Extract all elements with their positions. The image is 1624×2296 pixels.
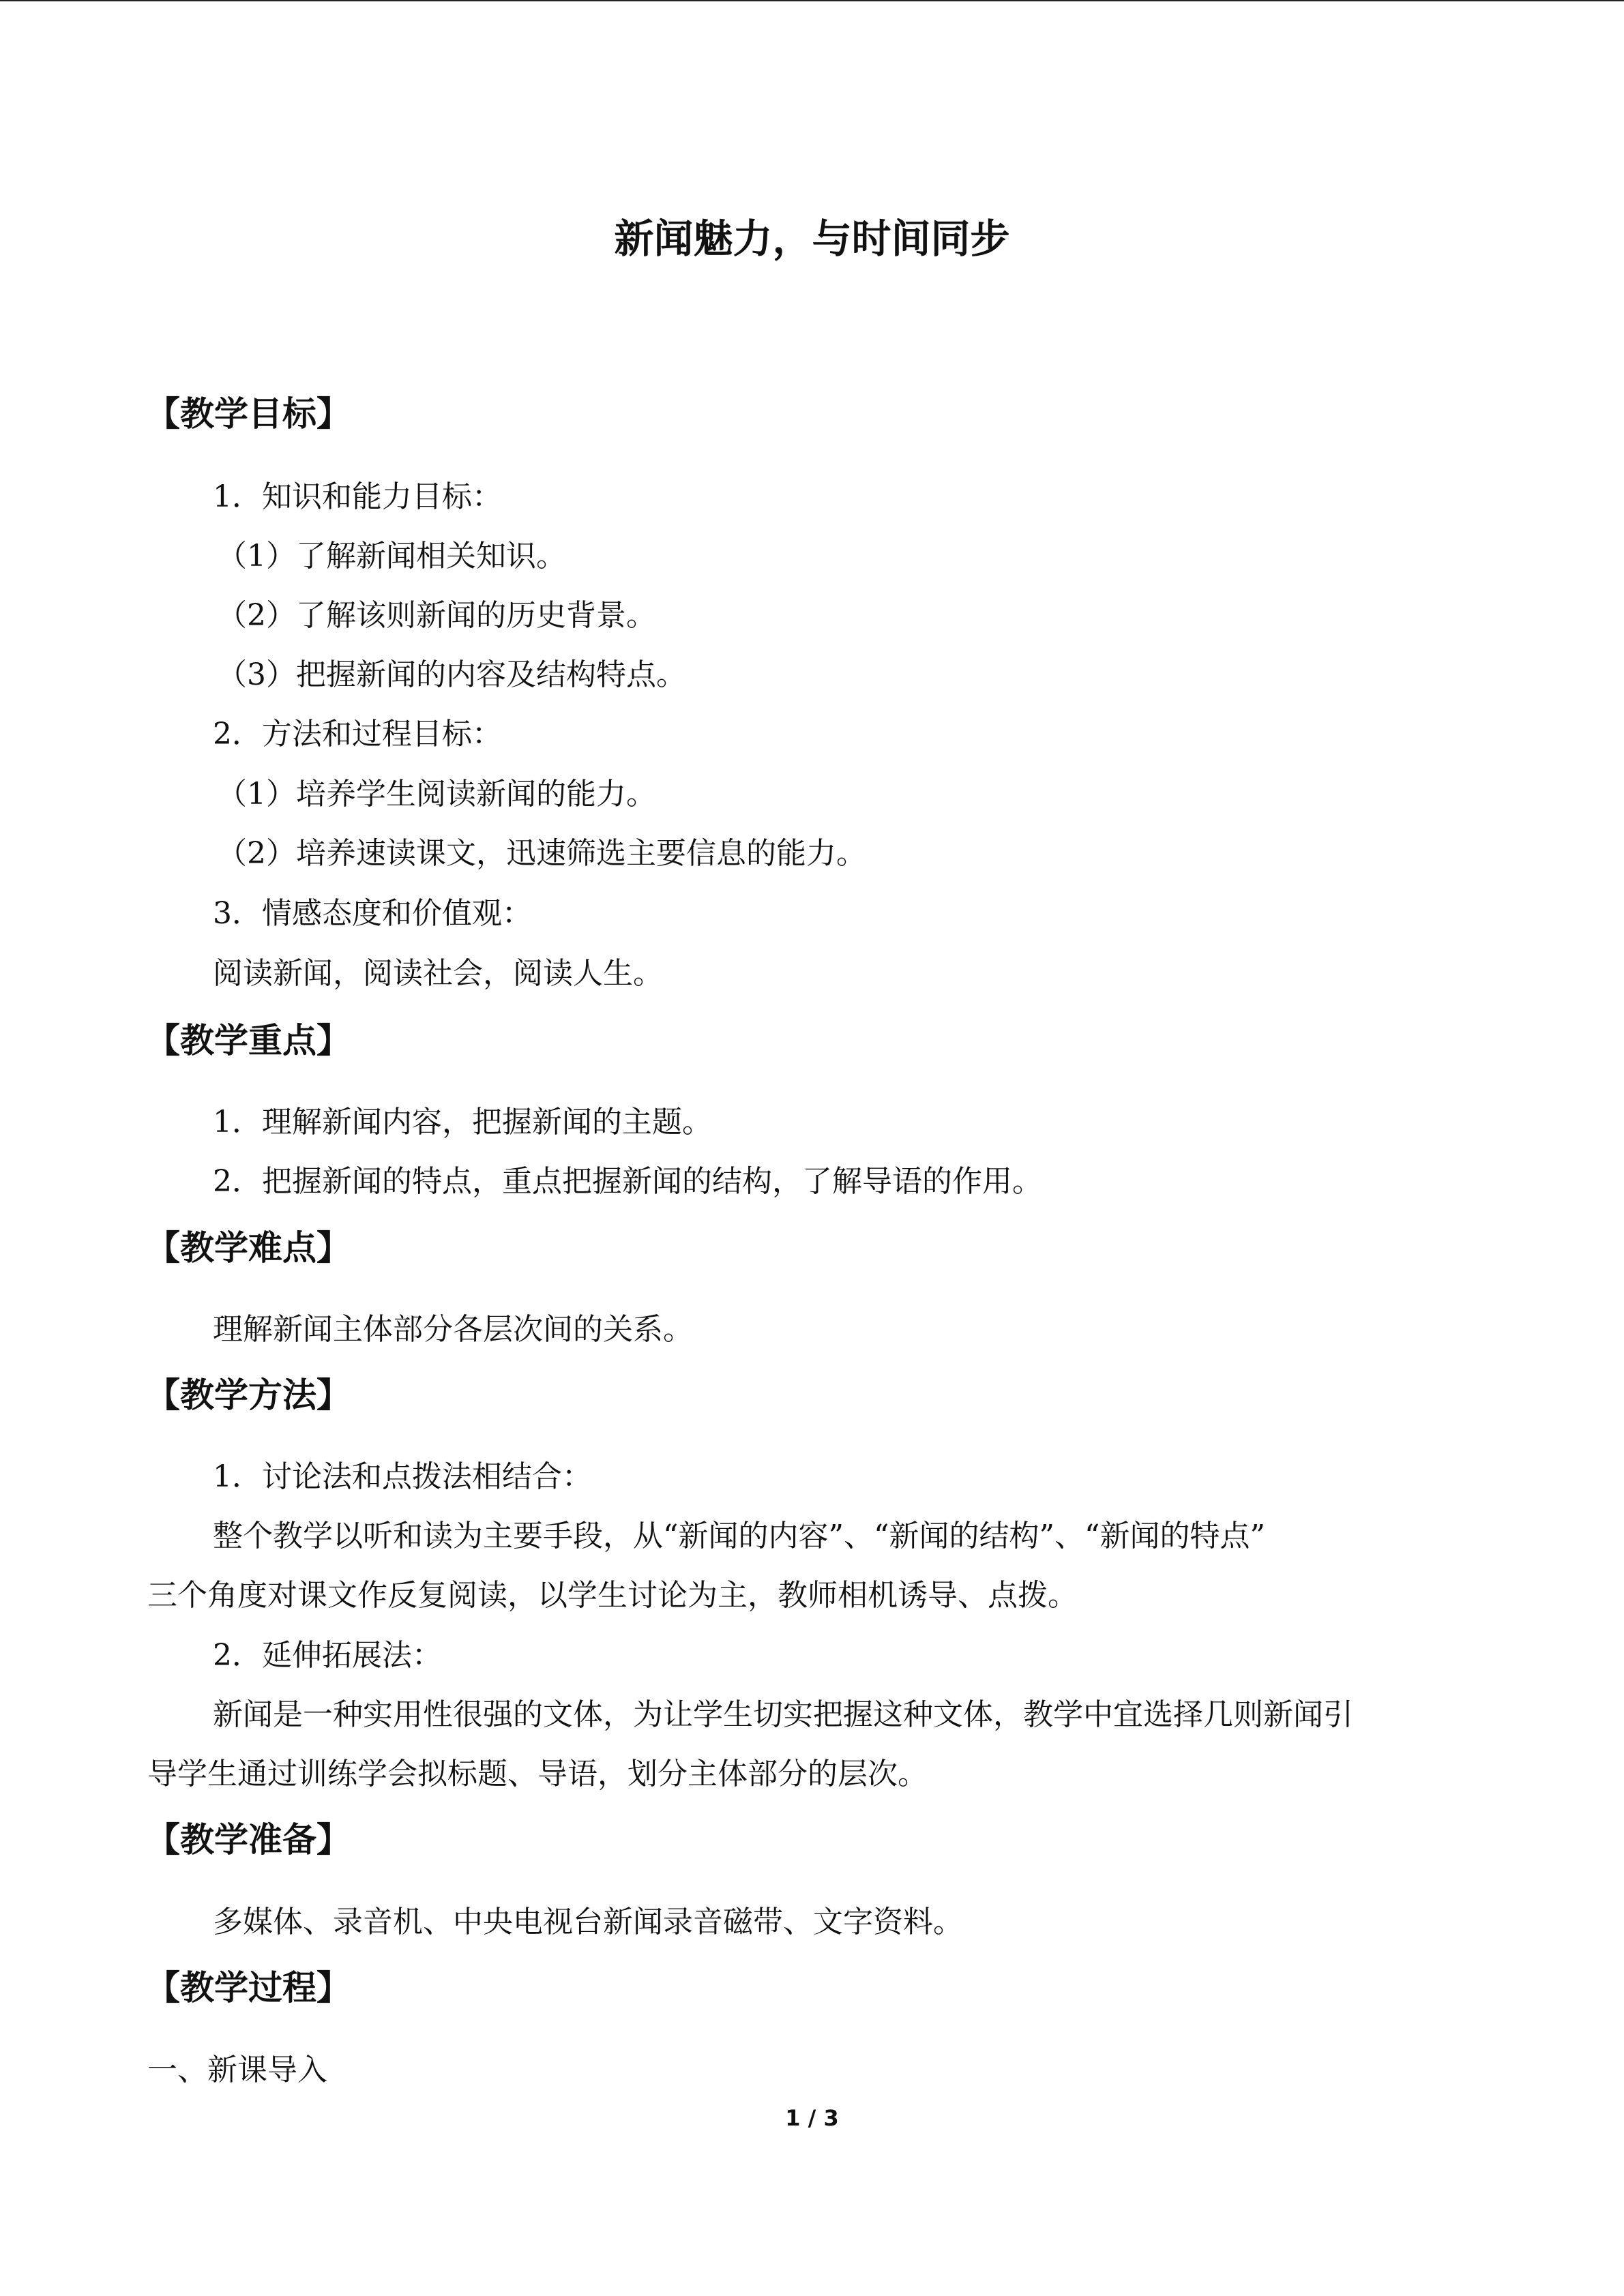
section-heading-difficulties: 【教学难点】: [146, 1228, 351, 1268]
section-heading-process: 【教学过程】: [146, 1968, 351, 2008]
section-heading-objectives: 【教学目标】: [146, 394, 351, 434]
paragraph: 1．讨论法和点拨法相结合：: [213, 1459, 592, 1494]
paragraph: 2．延伸拓展法：: [213, 1638, 442, 1673]
section-heading-key-points: 【教学重点】: [146, 1021, 351, 1060]
paragraph: （3）把握新闻的内容及结构特点。: [217, 657, 686, 692]
paragraph: 2．把握新闻的特点，重点把握新闻的结构，了解导语的作用。: [213, 1164, 1042, 1199]
paragraph: 一、新课导入: [147, 2053, 327, 2087]
paragraph: （1）了解新闻相关知识。: [217, 539, 566, 573]
paragraph: 1．知识和能力目标：: [213, 479, 502, 514]
paragraph: （1）培养学生阅读新闻的能力。: [217, 777, 656, 811]
paragraph: 2．方法和过程目标：: [213, 717, 502, 751]
paragraph: 理解新闻主体部分各层次间的关系。: [213, 1312, 693, 1347]
paragraph: 阅读新闻，阅读社会，阅读人生。: [213, 956, 663, 991]
paragraph: （2）培养速读课文，迅速筛选主要信息的能力。: [217, 836, 866, 871]
page-number: 1 / 3: [785, 2105, 839, 2131]
paragraph: 三个角度对课文作反复阅读，以学生讨论为主，教师相机诱导、点拨。: [147, 1578, 1078, 1613]
document-title: 新闻魅力，与时间同步: [614, 215, 1010, 262]
paragraph: （2）了解该则新闻的历史背景。: [217, 598, 656, 633]
section-heading-methods: 【教学方法】: [146, 1375, 351, 1415]
paragraph: 多媒体、录音机、中央电视台新闻录音磁带、文字资料。: [213, 1905, 963, 1939]
paragraph: 新闻是一种实用性很强的文体，为让学生切实把握这种文体，教学中宜选择几则新闻引: [213, 1697, 1353, 1732]
paragraph: 1．理解新闻内容，把握新闻的主题。: [213, 1105, 712, 1139]
paragraph: 3．情感态度和价值观：: [213, 896, 532, 931]
paragraph: 导学生通过训练学会拟标题、导语，划分主体部分的层次。: [147, 1757, 928, 1791]
section-heading-preparation: 【教学准备】: [146, 1820, 351, 1860]
paragraph: 整个教学以听和读为主要手段，从“新闻的内容”、“新闻的结构”、“新闻的特点”: [213, 1519, 1265, 1553]
